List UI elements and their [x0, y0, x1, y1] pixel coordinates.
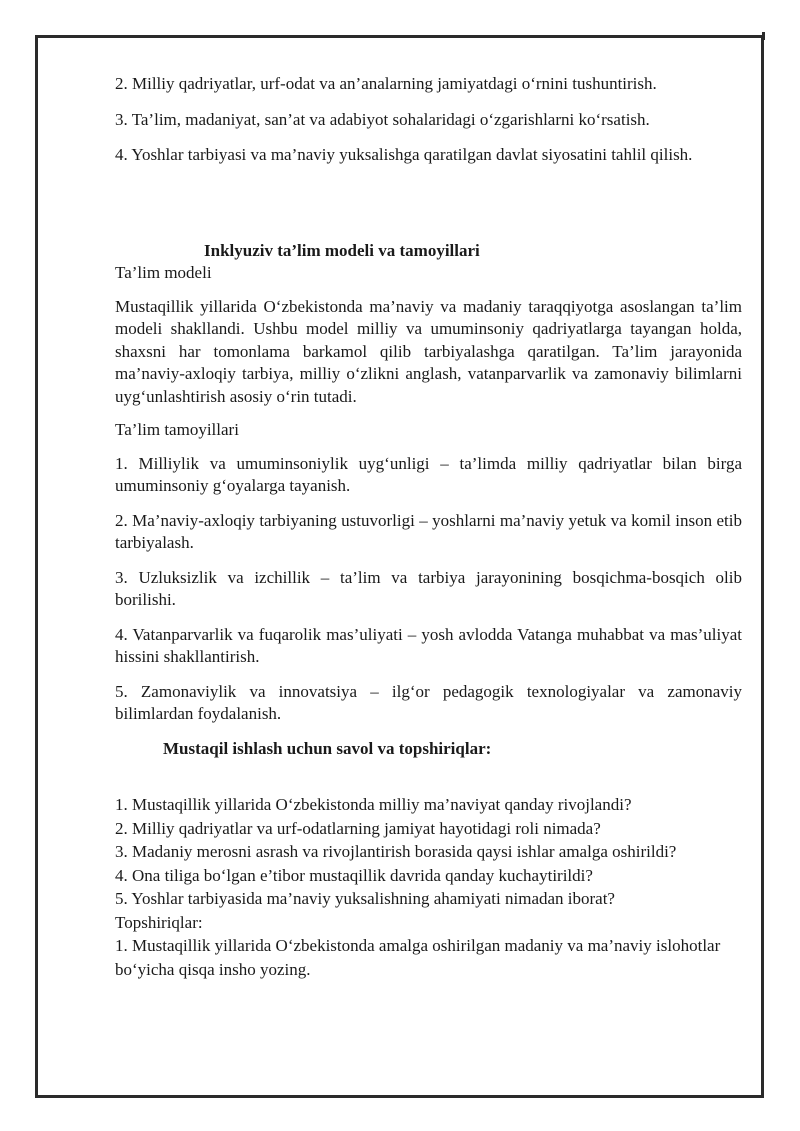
tasks-label: Topshiriqlar: — [115, 912, 203, 932]
section-heading: Inklyuziv ta’lim modeli va tamoyillari — [204, 240, 480, 260]
questions-list — [115, 793, 742, 911]
model-paragraph: Mustaqillik yillarida O‘zbekistonda ma’naviy va madaniy taraqqiyotga asoslangan ta’lim modeli shakllandi. Ushbu model milliy va umuminsoniy qadriyatlarga tayangan holda, shaxsni har tomonlama barkamol qilib tarbiyalashga qaratilgan. Ta’lim jarayonida ma’naviy-axloqiy tarbiya, milliy o‘zlikni anglash, vatanparvarlik va zamonaviy bilimlarni uyg‘unlashtirish asosiy o‘rin tutadi. — [115, 296, 742, 406]
principle-item: 1. Milliylik va umuminsoniylik uyg‘unligi – ta’limda milliy qadriyatlar bilan birga umuminsoniy g‘oyalarga tayanish. — [115, 453, 742, 495]
list-item: 2. Milliy qadriyatlar, urf-odat va an’analarning jamiyatdagi o‘rnini tushuntirish. — [115, 74, 657, 93]
spacer — [115, 180, 742, 240]
question-item: 1. Mustaqillik yillarida O‘zbekistonda milliy ma’naviyat qanday rivojlandi? — [115, 795, 632, 814]
questions-heading: Mustaqil ishlash uchun savol va topshiriqlar: — [163, 738, 492, 758]
question-item: 2. Milliy qadriyatlar va urf-odatlarning jamiyat hayotidagi roli nimada? — [115, 818, 601, 838]
principles-list — [115, 453, 742, 726]
tasks-block — [115, 911, 742, 982]
spacer — [115, 760, 742, 793]
subheading-model: Ta’lim modeli — [115, 263, 212, 282]
list-item: 3. Ta’lim, madaniyat, san’at va adabiyot sohalaridagi o‘zgarishlarni ko‘rsatish. — [115, 109, 650, 129]
principle-item: 5. Zamonaviylik va innovatsiya – ilg‘or pedagogik texnologiyalar va zamonaviy bilimlardan foydalanish. — [115, 681, 742, 723]
page-border-mark — [762, 32, 765, 40]
intro-list — [115, 73, 742, 167]
document-body — [115, 73, 742, 981]
principle-item: 3. Uzluksizlik va izchillik – ta’lim va tarbiya jarayonining bosqichma-bosqich olib borilishi. — [115, 567, 742, 609]
question-item: 3. Madaniy merosni asrash va rivojlantirish borasida qaysi ishlar amalga oshirildi? — [115, 842, 677, 861]
list-item: 4. Yoshlar tarbiyasi va ma’naviy yuksalishga qaratilgan davlat siyosatini tahlil qilish. — [115, 145, 693, 164]
subheading-principles: Ta’lim tamoyillari — [115, 420, 239, 439]
task-item: 1. Mustaqillik yillarida O‘zbekistonda amalga oshirilgan madaniy va ma’naviy islohotlar bo‘yicha qisqa insho yozing. — [115, 936, 721, 979]
question-item: 5. Yoshlar tarbiyasida ma’naviy yuksalishning ahamiyati nimadan iborat? — [115, 889, 615, 908]
principle-item: 2. Ma’naviy-axloqiy tarbiyaning ustuvorligi – yoshlarni ma’naviy yetuk va komil inson etib tarbiyalash. — [115, 510, 742, 552]
question-item: 4. Ona tiliga bo‘lgan e’tibor mustaqillik davrida qanday kuchaytirildi? — [115, 865, 593, 885]
principle-item: 4. Vatanparvarlik va fuqarolik mas’uliyati – yosh avlodda Vatanga muhabbat va mas’uliyat hissini shakllantirish. — [115, 624, 742, 666]
